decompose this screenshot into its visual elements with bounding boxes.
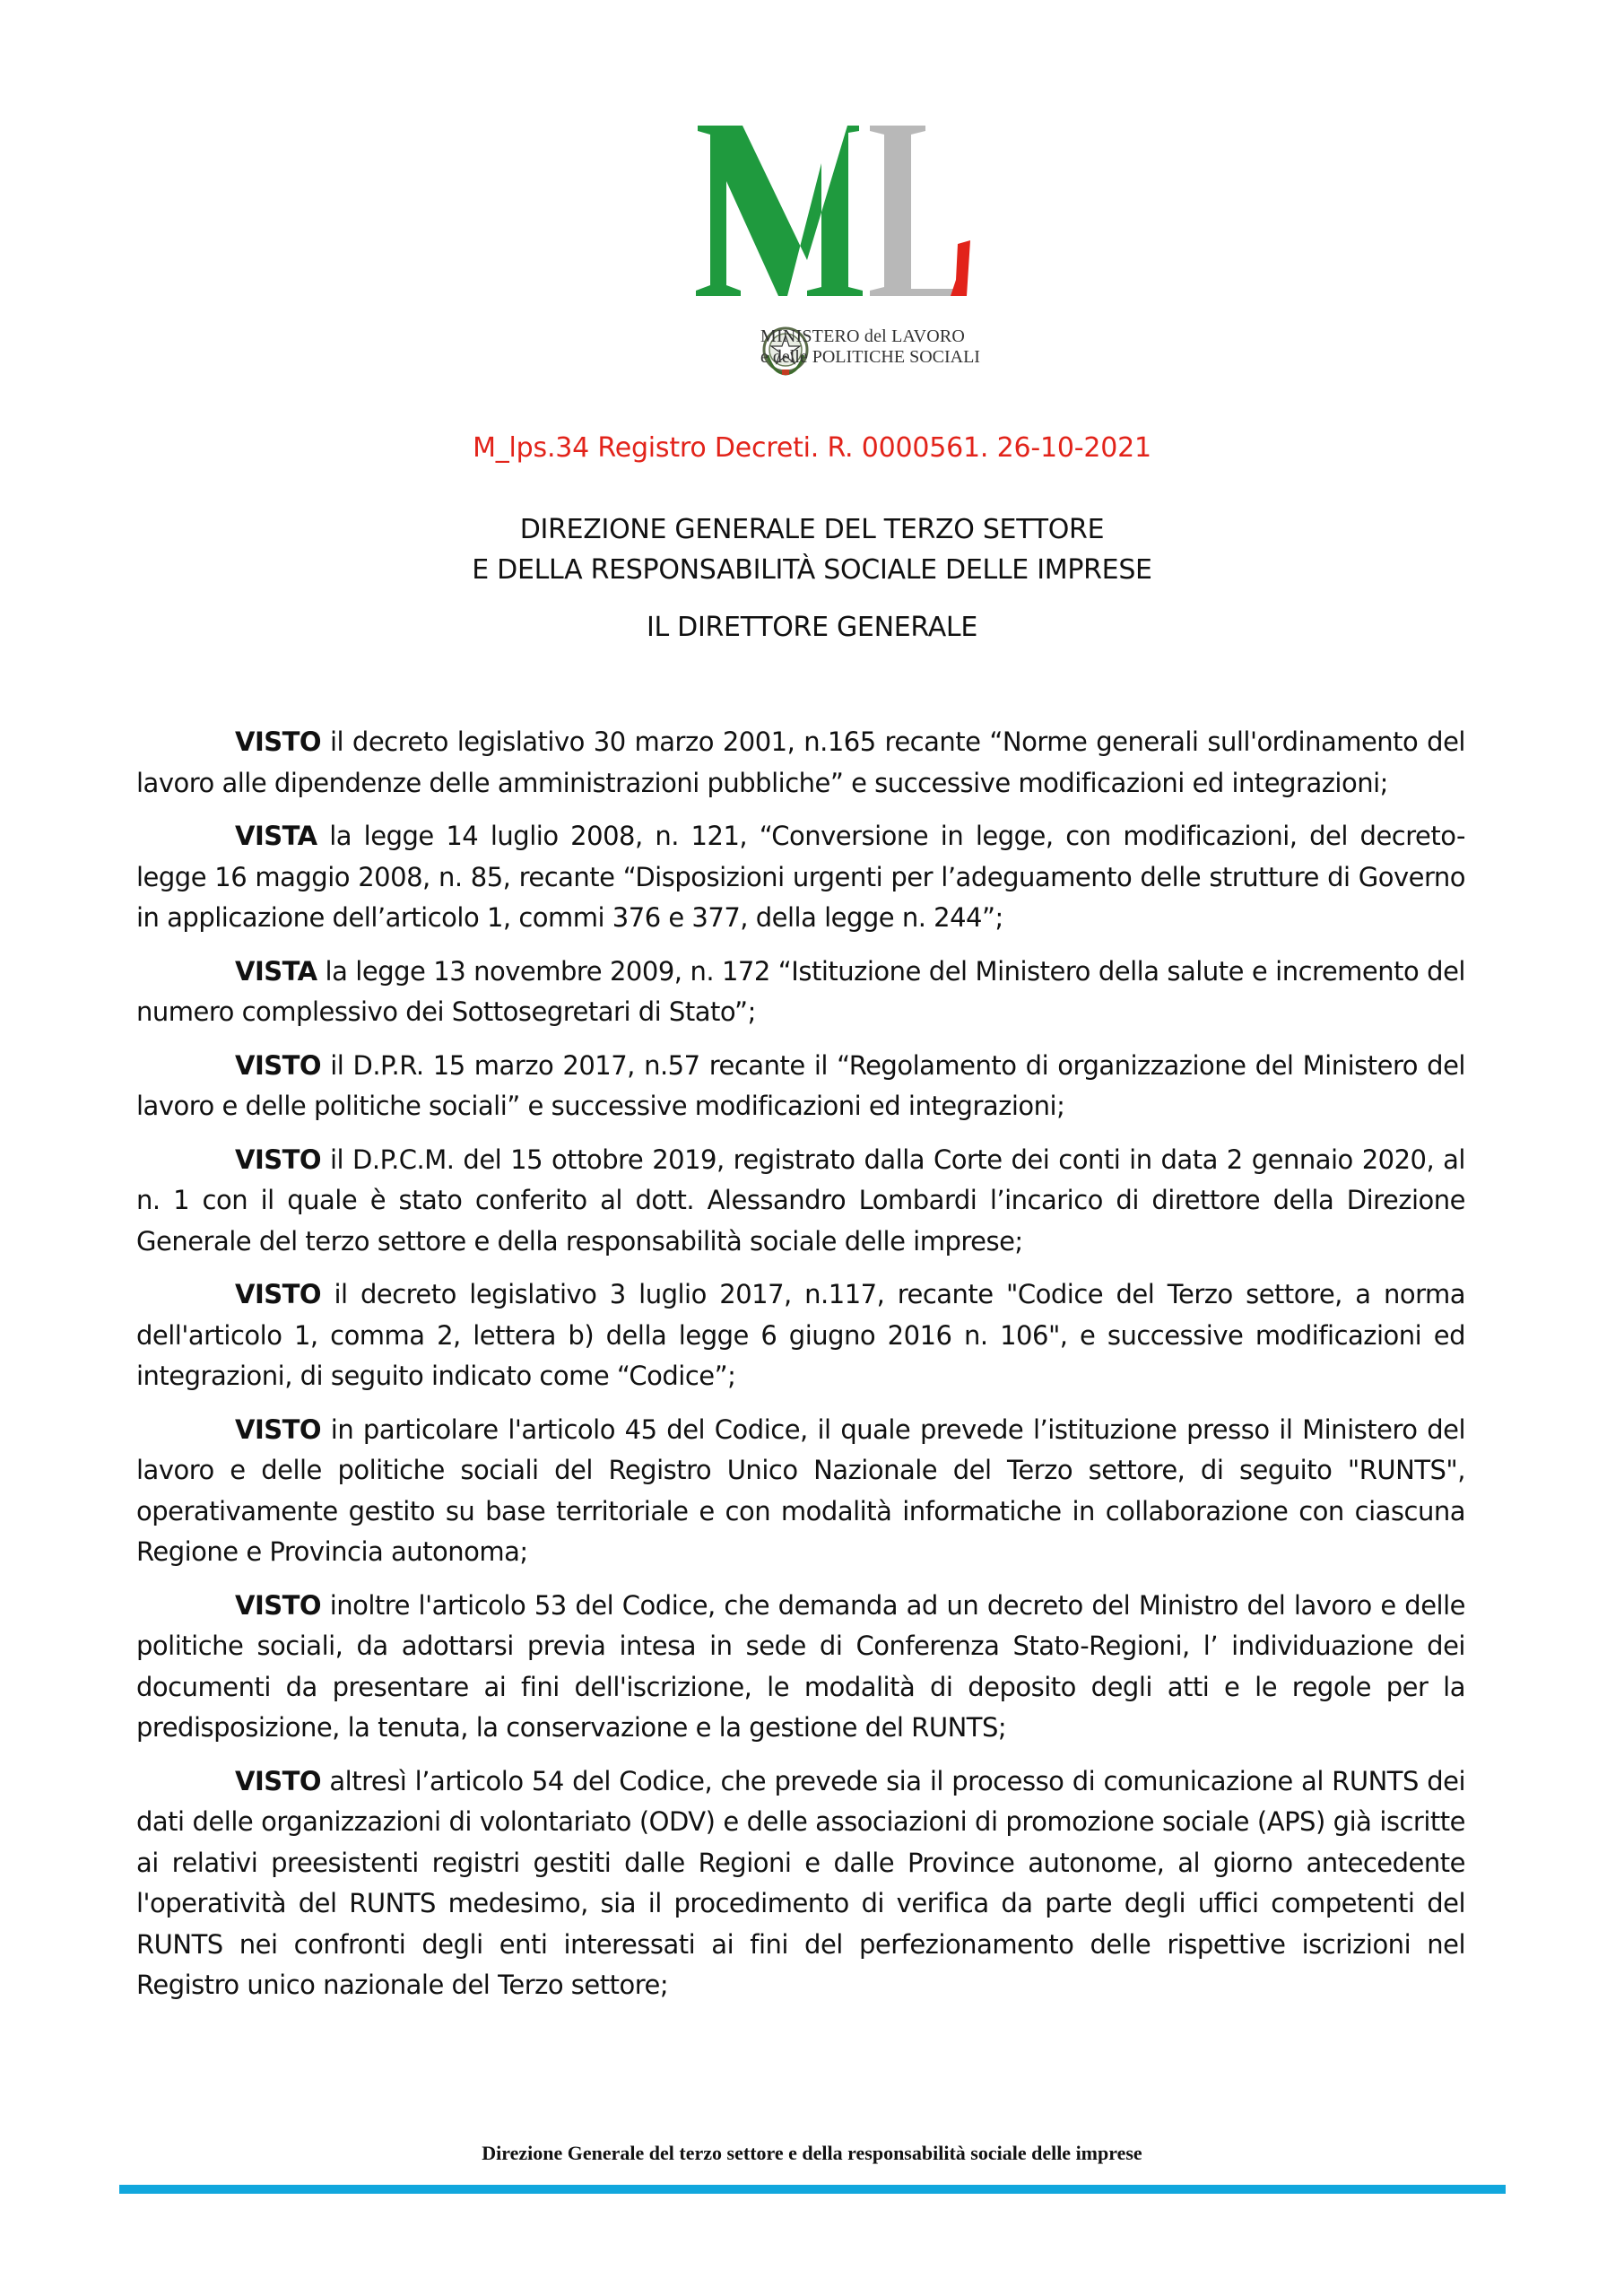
direction-title-line1: DIREZIONE GENERALE DEL TERZO SETTORE xyxy=(519,514,1105,545)
direction-title-line2: E DELLA RESPONSABILITÀ SOCIALE DELLE IMPRESE xyxy=(472,554,1152,586)
footer-bar xyxy=(119,2185,1506,2194)
ministry-name-line1: MINISTERO del LAVORO xyxy=(760,326,966,346)
footer-text: Direzione Generale del terzo settore e della responsabilità sociale delle imprese xyxy=(482,2142,1142,2164)
paragraph-lead: VISTO xyxy=(235,1279,322,1309)
paragraph-text: altresì l’articolo 54 del Codice, che prevede sia il processo di comunicazione al RUNTS dei dati delle organizzazioni di volontariato (ODV) e delle associazioni di promozione sociale (APS) già iscritte ai relativi preesistenti registri gestiti dalle Regioni e dalle Province autonome, al giorno antecedente l'operatività del RUNTS medesimo, sia il procedimento di verifica da parte degli uffici competenti del RUNTS nei confronti degli enti interessati ai fini del perfezionamento delle rispettive iscrizioni nel Registro unico nazionale del Terzo settore; xyxy=(136,1765,1465,2000)
paragraph xyxy=(136,1761,1465,2006)
paragraph xyxy=(136,1410,1465,1573)
paragraph xyxy=(136,816,1465,939)
paragraph-text: in particolare l'articolo 45 del Codice, il quale prevede l’istituzione presso il Ministero del lavoro e delle politiche sociali del Registro Unico Nazionale del Terzo settore, di seguito "RUNTS", operativamente gestito su base territoriale e con modalità informatiche in collaborazione con ciascuna Regione e Provincia autonoma; xyxy=(136,1413,1465,1567)
letter-l-grey xyxy=(870,126,955,296)
paragraph-text: la legge 13 novembre 2009, n. 172 “Istituzione del Ministero della salute e incremento del numero complessivo dei Sottosegretari di Stato”; xyxy=(136,955,1465,1027)
protocol-number: M_lps.34 Registro Decreti. R. 0000561. 26-10-2021 xyxy=(473,432,1151,464)
ministry-name-line2: e delle POLITICHE SOCIALI xyxy=(760,347,980,367)
paragraph-lead: VISTO xyxy=(235,1413,322,1445)
paragraph xyxy=(136,722,1465,804)
paragraph-lead: VISTA xyxy=(235,955,317,987)
decree-body xyxy=(136,722,1465,2019)
paragraph xyxy=(136,1274,1465,1397)
paragraph-lead: VISTO xyxy=(235,1765,322,1796)
paragraph-lead: VISTO xyxy=(235,726,322,757)
paragraph xyxy=(136,1140,1465,1263)
paragraph-text: inoltre l'articolo 53 del Codice, che demanda ad un decreto del Ministro del lavoro e delle politiche sociali, da adottarsi previa intesa in sede di Conferenza Stato-Regioni, l’ individuazione dei documenti da presentare ai fini dell'iscrizione, le modalità di deposito degli atti e le regole per la predisposizione, la tenuta, la conservazione e la gestione del RUNTS; xyxy=(136,1589,1465,1743)
red-stroke xyxy=(951,240,970,296)
letter-m-green xyxy=(696,126,863,296)
paragraph-lead: VISTO xyxy=(235,1589,322,1621)
ministry-name xyxy=(760,326,980,368)
paragraph-text: il decreto legislativo 3 luglio 2017, n.117, recante "Codice del Terzo settore, a norma dell'articolo 1, comma 2, lettera b) della legge 6 giugno 2016 n. 106", e successive modificazioni ed integrazioni, di seguito indicato come “Codice”; xyxy=(136,1279,1465,1391)
paragraph xyxy=(136,1586,1465,1749)
paragraph-lead: VISTO xyxy=(235,1144,322,1175)
paragraph-text: il D.P.C.M. del 15 ottobre 2019, registrato dalla Corte dei conti in data 2 gennaio 2020, al n. 1 con il quale è stato conferito al dott. Alessandro Lombardi l’incarico di direttore della Direzione Generale del terzo settore e della responsabilità sociale delle imprese; xyxy=(136,1144,1465,1257)
director-general-heading: IL DIRETTORE GENERALE xyxy=(646,612,978,643)
paragraph-lead: VISTO xyxy=(235,1049,322,1081)
paragraph-text: il decreto legislativo 30 marzo 2001, n.165 recante “Norme generali sull'ordinamento del lavoro alle dipendenze delle amministrazioni pubbliche” e successive modificazioni ed integrazioni; xyxy=(136,726,1465,798)
paragraph xyxy=(136,952,1465,1033)
paragraph xyxy=(136,1046,1465,1127)
paragraph-text: il D.P.R. 15 marzo 2017, n.57 recante il “Regolamento di organizzazione del Ministero del lavoro e delle politiche sociali” e successive modificazioni ed integrazioni; xyxy=(136,1049,1465,1121)
paragraph-lead: VISTA xyxy=(235,821,317,851)
paragraph-text: la legge 14 luglio 2008, n. 121, “Conversione in legge, con modificazioni, del decreto-legge 16 maggio 2008, n. 85, recante “Disposizioni urgenti per l’adeguamento delle strutture di Governo in applicazione dell’articolo 1, commi 376 e 377, della legge n. 244”; xyxy=(136,821,1465,933)
